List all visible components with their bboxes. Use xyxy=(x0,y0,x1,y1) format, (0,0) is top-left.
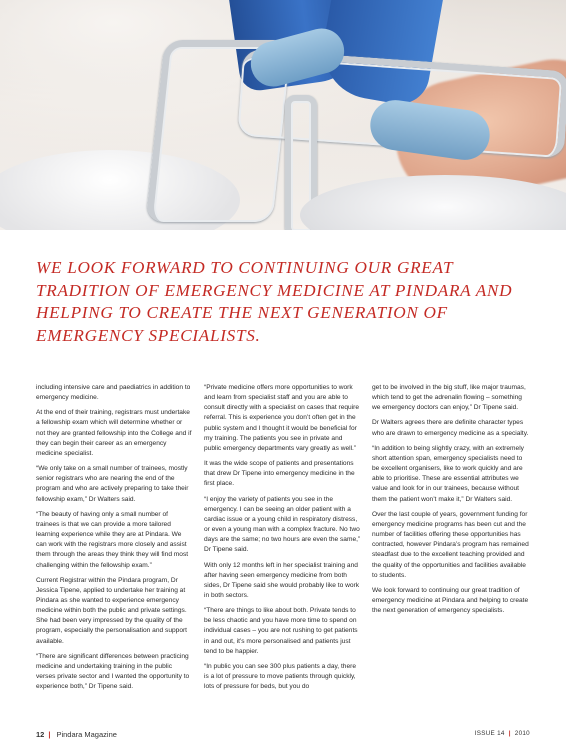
paragraph: “In public you can see 300 plus patients a day, there is a lot of pressure to move patients through quickly, lots of pressure for beds, but you do xyxy=(204,662,356,691)
footer-issue xyxy=(475,730,530,737)
paragraph: “We only take on a small number of trainees, mostly senior registrars who are nearing the end of the program and who are actively preparing to take their fellowship exam,” Dr Walters said. xyxy=(36,465,189,503)
paragraph: “I enjoy the variety of patients you see in the emergency. I can be seeing an older patient with a cardiac issue or a young child in respiratory distress, or even a young man with a complex fracture. No two days are the same; no two hours are even the same,” Dr Tipene said. xyxy=(204,495,361,554)
page-number: 12 xyxy=(36,730,45,739)
paragraph: “There are significant differences between practicing medicine and undertaking training in the public verses private sector and I wanted the opportunity to experience both,” Dr Tipene said. xyxy=(36,652,190,691)
paragraph: With only 12 months left in her specialist training and after having seen emergency medicine from both sides, Dr Tipene said she would probably like to work in both sectors. xyxy=(204,561,360,599)
paragraph: “Private medicine offers more opportunities to work and learn from specialist staff and you are able to consult directly with a specialist on cases that require referral. This is experience you don’t often get in the public system and I thought it would be beneficial for my training. The patients you see in private and public emergency departments vary greatly as well.” xyxy=(204,384,360,452)
pull-quote: WE LOOK FORWARD TO CONTINUING OUR GREAT TRADITION OF EMERGENCY MEDICINE AT PINDARA AND HELPING TO CREATE THE NEXT GENERATION OF EMERGENCY SPECIALISTS. xyxy=(36,258,513,345)
paragraph: “There are things to like about both. Private tends to be less chaotic and you have more time to spend on individual cases – you are not rushing to get patients in and out, it’s more personalised and patients just tend to be happier. xyxy=(204,607,358,655)
article-column-2 xyxy=(204,383,361,697)
paragraph: Over the last couple of years, government funding for emergency medicine programs has been cut and the number of facilities offering these opportunities has contracted, however Pindara’s program has remained steadfast due to the excellent teaching provided and the quality of the opportunities and facilities available to students. xyxy=(372,510,529,579)
paragraph: get to be involved in the big stuff, like major traumas, which tend to get the adrenalin flowing – something we emergency doctors can enjoy,” Dr Tipene said. xyxy=(372,384,526,412)
paragraph: “The beauty of having only a small number of trainees is that we can provide a more tailored learning experience while they are at Pindara. We can work with the registrars more closely and assist them through the areas they think they will find most challenging within the fellowship exam.” xyxy=(36,510,189,569)
magazine-name: Pindara Magazine xyxy=(56,730,117,739)
paragraph: Current Registrar within the Pindara program, Dr Jessica Tipene, applied to undertake her training at Pindara as she wanted to experience emergency medicine within both the public and private settings. She had been very impressed by the quality of the program, especially the personalisation and support available. xyxy=(36,576,188,645)
paragraph: At the end of their training, registrars must undertake a fellowship exam which will determine whether or not they are granted fellowship into the College and if they can begin their career as an emergency medicine specialist. xyxy=(36,409,192,457)
paragraph: including intensive care and paediatrics in addition to emergency medicine. xyxy=(36,384,191,402)
paragraph: “In addition to being slightly crazy, with an extremely short attention span, emergency specialists need to be excellent organisers, like to work quickly and are able to prioritise. These are essential attributes we value and look for in our trainees, because without them the patient won’t make it,” Dr Walters said. xyxy=(372,444,524,503)
issue-label: ISSUE 14 xyxy=(474,730,505,737)
article-column-1 xyxy=(36,383,193,697)
divider: | xyxy=(48,730,51,739)
article-column-3 xyxy=(372,383,529,621)
paragraph: Dr Walters agrees there are definite character types who are drawn to emergency medicine as a specialty. xyxy=(372,419,529,437)
paragraph: It was the wide scope of patients and presentations that drew Dr Tipene into emergency medicine in the first place. xyxy=(204,460,355,488)
divider: | xyxy=(508,730,511,737)
paragraph: We look forward to continuing our great tradition of emergency medicine at Pindara and helping to create the next generation of emergency specialists. xyxy=(372,586,529,615)
footer-folio xyxy=(36,730,117,739)
hero-photo xyxy=(0,0,566,230)
issue-year: 2010 xyxy=(514,730,530,737)
